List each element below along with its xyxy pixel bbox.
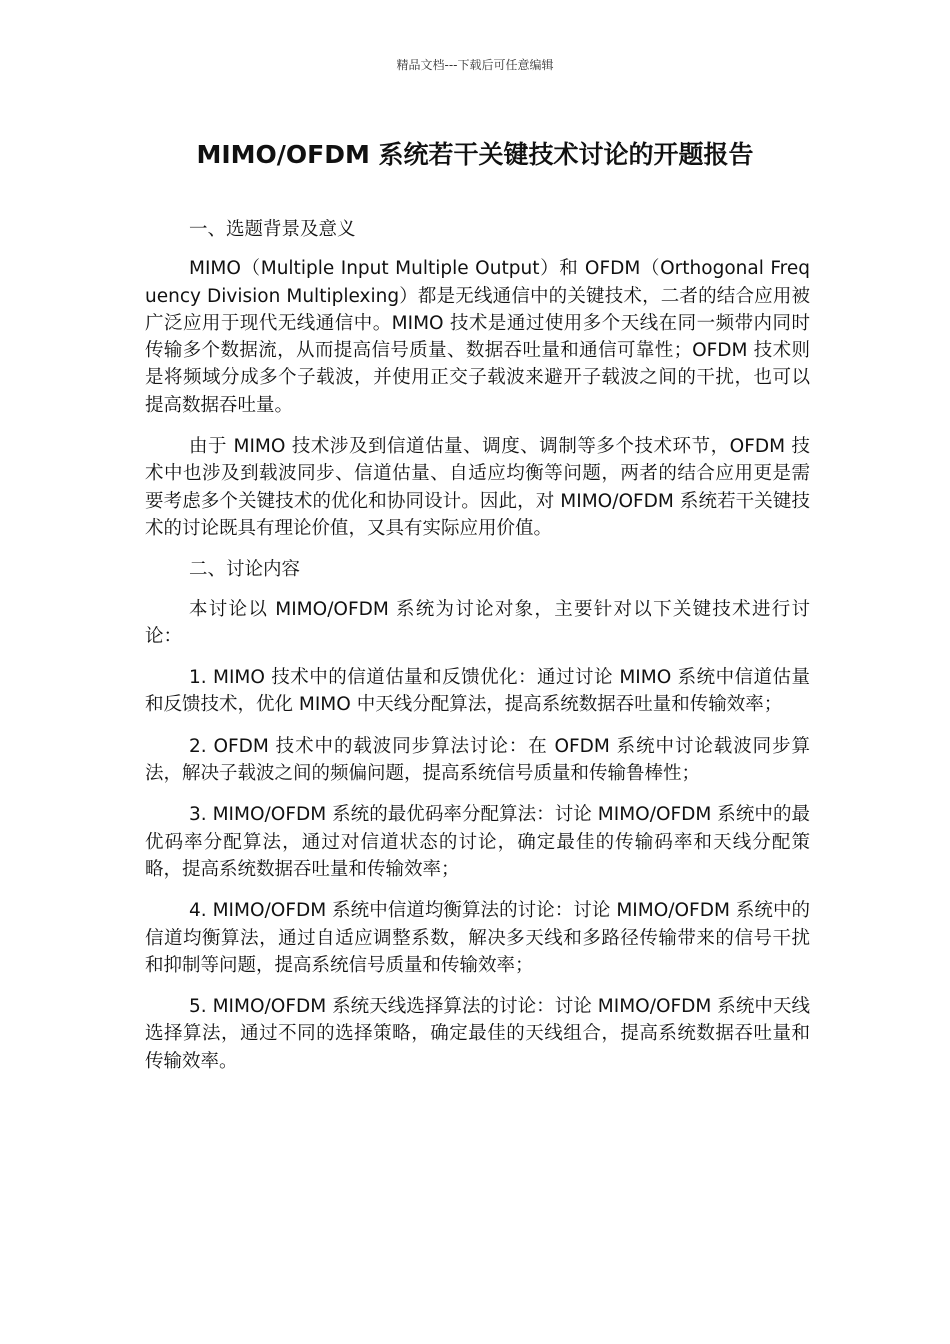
document-title: MIMO/OFDM 系统若干关键技术讨论的开题报告 (196, 140, 754, 169)
list-item-5: 5. MIMO/OFDM 系统天线选择算法的讨论：讨论 MIMO/OFDM 系统中天线选择算法，通过不同的选择策略，确定最佳的天线组合，提高系统数据吞吐量和传输效率。 (145, 996, 810, 1072)
list-item-4: 4. MIMO/OFDM 系统中信道均衡算法的讨论：讨论 MIMO/OFDM 系统中的信道均衡算法，通过自适应调整系数，解决多天线和多路径传输带来的信号干扰和抑制等问题，提高系统信号质量和传输效率； (145, 900, 810, 976)
section-heading-background: 一、选题背景及意义 (189, 219, 356, 240)
page-header-note: 精品文档---下载后可任意编辑 (396, 58, 554, 72)
document-body (145, 216, 810, 1089)
section-heading-content: 二、讨论内容 (189, 559, 301, 581)
paragraph-significance: 由于 MIMO 技术涉及到信道估量、调度、调制等多个技术环节，OFDM 技术中也涉及到载波同步、信道估量、自适应均衡等问题，两者的结合应用更是需要考虑多个关键技术的优化和协同设计。因此，对 MIMO/OFDM 系统若干关键技术的讨论既具有理论价值，又具有实际应用价值。 (145, 436, 810, 539)
paragraph-mimo-ofdm-intro: MIMO（Multiple Input Multiple Output）和 OFDM（Orthogonal Frequency Division Multiplexing）都是无线通信中的关键技术，二者的结合应用被广泛应用于现代无线通信中。MIMO 技术是通过使用多个天线在同一频带内同时传输多个数据流，从而提高信号质量、数据吞吐量和通信可靠性；OFDM 技术则是将频域分成多个子载波，并使用正交子载波来避开子载波之间的干扰，也可以提高数据吞吐量。 (145, 258, 810, 416)
list-item-3: 3. MIMO/OFDM 系统的最优码率分配算法：讨论 MIMO/OFDM 系统中的最优码率分配算法，通过对信道状态的讨论，确定最佳的传输码率和天线分配策略，提高系统数据吞吐量和传输效率； (145, 804, 810, 880)
list-item-1: 1. MIMO 技术中的信道估量和反馈优化：通过讨论 MIMO 系统中信道估量和反馈技术，优化 MIMO 中天线分配算法，提高系统数据吞吐量和传输效率； (145, 667, 810, 716)
list-item-2: 2. OFDM 技术中的载波同步算法讨论：在 OFDM 系统中讨论载波同步算法，解决子载波之间的频偏问题，提高系统信号质量和传输鲁棒性； (145, 735, 810, 785)
paragraph-research-scope: 本讨论以 MIMO/OFDM 系统为讨论对象，主要针对以下关键技术进行讨论： (145, 598, 810, 647)
